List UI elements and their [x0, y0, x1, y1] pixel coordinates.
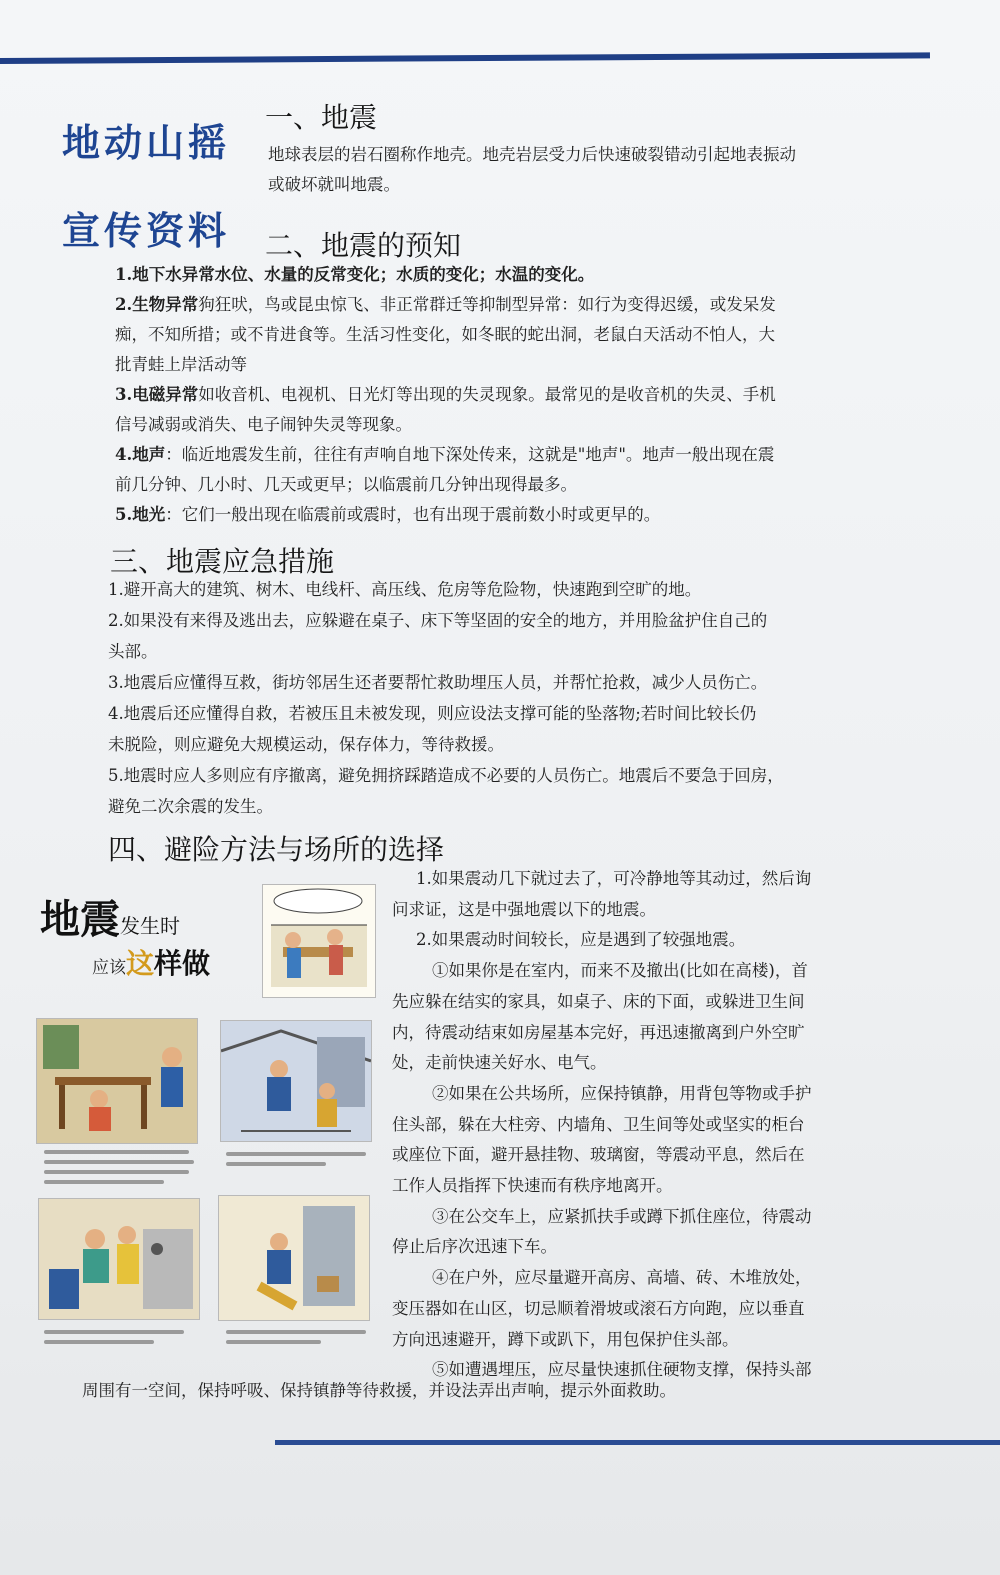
caption-line	[44, 1170, 189, 1174]
item-num: 5.	[115, 505, 133, 524]
poster-sub-a: 应该	[92, 958, 126, 978]
section4-line: ③在公交车上，应紧抓扶手或蹲下抓住座位，待震动	[432, 1206, 812, 1226]
section4-line: 处，走前快速关好水、电气。	[392, 1053, 607, 1073]
caption-line	[44, 1160, 194, 1164]
poster-title-small: 发生时	[120, 914, 180, 938]
section3-line: 避免二次余震的发生。	[108, 797, 273, 816]
section2-item-2-cont: 痴，不知所措；或不肯进食等。生活习性变化，如冬眠的蛇出洞，老鼠白天活动不怕人，大	[115, 325, 775, 344]
section3-line: 2.如果没有来得及逃出去，应躲避在桌子、床下等坚固的安全的地方，并用脸盆护住自己的	[108, 611, 768, 630]
section2-item-4	[115, 440, 776, 470]
comic-panel-1	[262, 884, 376, 998]
section3-heading: 三、地震应急措施	[110, 545, 335, 578]
caption-line	[44, 1150, 189, 1154]
section4-heading: 四、避险方法与场所的选择	[108, 833, 445, 866]
caption-line	[226, 1162, 326, 1166]
comic-panel-3-drawing	[221, 1021, 371, 1141]
section4-line: 工作人员指挥下快速而有秩序地离开。	[392, 1176, 673, 1196]
caption-line	[44, 1340, 154, 1344]
poster-sub-b: 这	[126, 947, 155, 980]
caption-line	[44, 1180, 164, 1184]
caption-line	[226, 1330, 366, 1334]
section4-line: ①如果你是在室内，而来不及撤出(比如在高楼)，首	[432, 961, 808, 981]
comic-panel-2-drawing	[37, 1019, 197, 1143]
section4-line: 停止后序次迅速下车。	[392, 1237, 557, 1257]
section3-line: 3.地震后应懂得互救，街坊邻居生还者要帮忙救助埋压人员，并帮忙抢救，减少人员伤亡。	[108, 673, 768, 692]
section4-line: 先应躲在结实的家具，如桌子、床的下面，或躲进卫生间	[392, 991, 805, 1011]
item-label: 地声	[132, 445, 166, 464]
caption-line	[226, 1152, 366, 1156]
section4-line: 1.如果震动几下就过去了，可冷静地等其动过，然后询	[416, 869, 812, 888]
section4-last-line: 周围有一空间，保持呼吸、保持镇静等待救援，并设法弄出声响，提示外面救助。	[82, 1381, 676, 1400]
section3-line: 5.地震时应人多则应有序撤离，避免拥挤踩踏造成不必要的人员伤亡。地震后不要急于回房，	[108, 766, 784, 785]
section2-item-5	[115, 500, 776, 530]
section4-line: 或座位下面，避开悬挂物、玻璃窗，等震动平息，然后在	[392, 1145, 805, 1165]
item-label: 地下水异常	[132, 265, 215, 284]
section4-line: ②如果在公共场所，应保持镇静，用背包等物或手护	[432, 1083, 812, 1103]
section4-line: ⑤如遭遇埋压，应尽量快速抓住硬物支撑，保持头部	[432, 1360, 812, 1380]
comic-panel-5	[218, 1195, 370, 1321]
item-num: 1.	[115, 265, 133, 284]
section4-body	[392, 864, 912, 1386]
section1-heading: 一、地震	[265, 101, 378, 134]
side-title-line2: 宣传资料	[62, 209, 231, 253]
section3-line: 未脱险，则应避免大规模运动，保存体力，等待救援。	[108, 735, 504, 754]
item-num: 4.	[115, 445, 133, 464]
section3-line: 1.避开高大的建筑、树木、电线杆、高压线、危房等危险物，快速跑到空旷的地。	[108, 580, 702, 599]
poster-subtitle	[92, 942, 210, 982]
section2-item-1	[115, 260, 776, 290]
section4-line: 住头部，躲在大柱旁、内墙角、卫生间等处或坚实的柜台	[392, 1114, 805, 1134]
item-num: 3.	[115, 385, 133, 404]
earthquake-poster-illustration	[30, 880, 380, 1360]
caption-line	[44, 1330, 184, 1334]
section2-item-3-cont: 信号减弱或消失、电子闹钟失灵等现象。	[115, 415, 412, 434]
item-num: 2.	[115, 295, 133, 314]
item-text: ：它们一般出现在临震前或震时，也有出现于震前数小时或更早的。	[165, 505, 661, 524]
section2-item-2	[115, 290, 776, 320]
item-text: 狗狂吠，鸟或昆虫惊飞、非正常群迁等抑制型异常：如行为变得迟缓，或发呆发	[198, 295, 776, 314]
section2-body	[115, 260, 776, 530]
item-label: 电磁异常	[132, 385, 199, 404]
poster-title-big: 地震	[40, 897, 120, 943]
section4-line: 2.如果震动时间较长，应是遇到了较强地震。	[416, 930, 746, 950]
section2-item-2-cont: 批青蛙上岸活动等	[115, 355, 247, 374]
comic-panel-1-drawing	[263, 885, 375, 997]
item-label: 地光	[132, 505, 166, 524]
comic-panel-4-drawing	[39, 1199, 199, 1319]
caption-line	[226, 1340, 321, 1344]
item-label: 生物异常	[132, 295, 199, 314]
item-text: ：临近地震发生前，往往有声响自地下深处传来，这就是"地声"。地声一般出现在震	[165, 445, 775, 464]
section1-line: 或破坏就叫地震。	[268, 175, 400, 194]
poster-sub-c: 样做	[154, 947, 211, 980]
section2-item-4-cont: 前几分钟、几小时、几天或更早；以临震前几分钟出现得最多。	[115, 475, 577, 494]
comic-panel-5-drawing	[219, 1196, 369, 1320]
section4-line: 方向迅速避开，蹲下或趴下，用包保护住头部。	[392, 1329, 739, 1349]
side-title-line1: 地动山摇	[62, 121, 231, 165]
section2-heading: 二、地震的预知	[265, 229, 462, 262]
section4-line: ④在户外，应尽量避开高房、高墙、砖、木堆放处，	[432, 1268, 812, 1288]
section1-body	[268, 140, 796, 200]
section1-line: 地球表层的岩石圈称作地壳。地壳岩层受力后快速破裂错动引起地表振动	[268, 145, 796, 164]
section2-item-3	[115, 380, 776, 410]
section3-line: 4.地震后还应懂得自救，若被压且未被发现，则应设法支撑可能的坠落物;若时间比较长仍	[108, 704, 757, 723]
section4-line: 问求证，这是中强地震以下的地震。	[392, 899, 656, 919]
comic-panel-4	[38, 1198, 200, 1320]
section4-line: 变压器如在山区，切忌顺着滑坡或滚石方向跑，应以垂直	[392, 1298, 805, 1318]
item-text: 水位、水量的反常变化；水质的变化；水温的变化。	[214, 265, 595, 284]
comic-panel-2	[36, 1018, 198, 1144]
section3-body	[108, 574, 784, 822]
section4-line: 内，待震动结束如房屋基本完好，再迅速撤离到户外空旷	[392, 1022, 805, 1042]
bottom-rule	[275, 1440, 1000, 1445]
comic-panel-3	[220, 1020, 372, 1142]
item-text: 如收音机、电视机、日光灯等出现的失灵现象。最常见的是收音机的失灵、手机	[198, 385, 776, 404]
poster-title	[40, 888, 180, 945]
top-rule	[0, 52, 930, 64]
section3-line: 头部。	[108, 642, 158, 661]
